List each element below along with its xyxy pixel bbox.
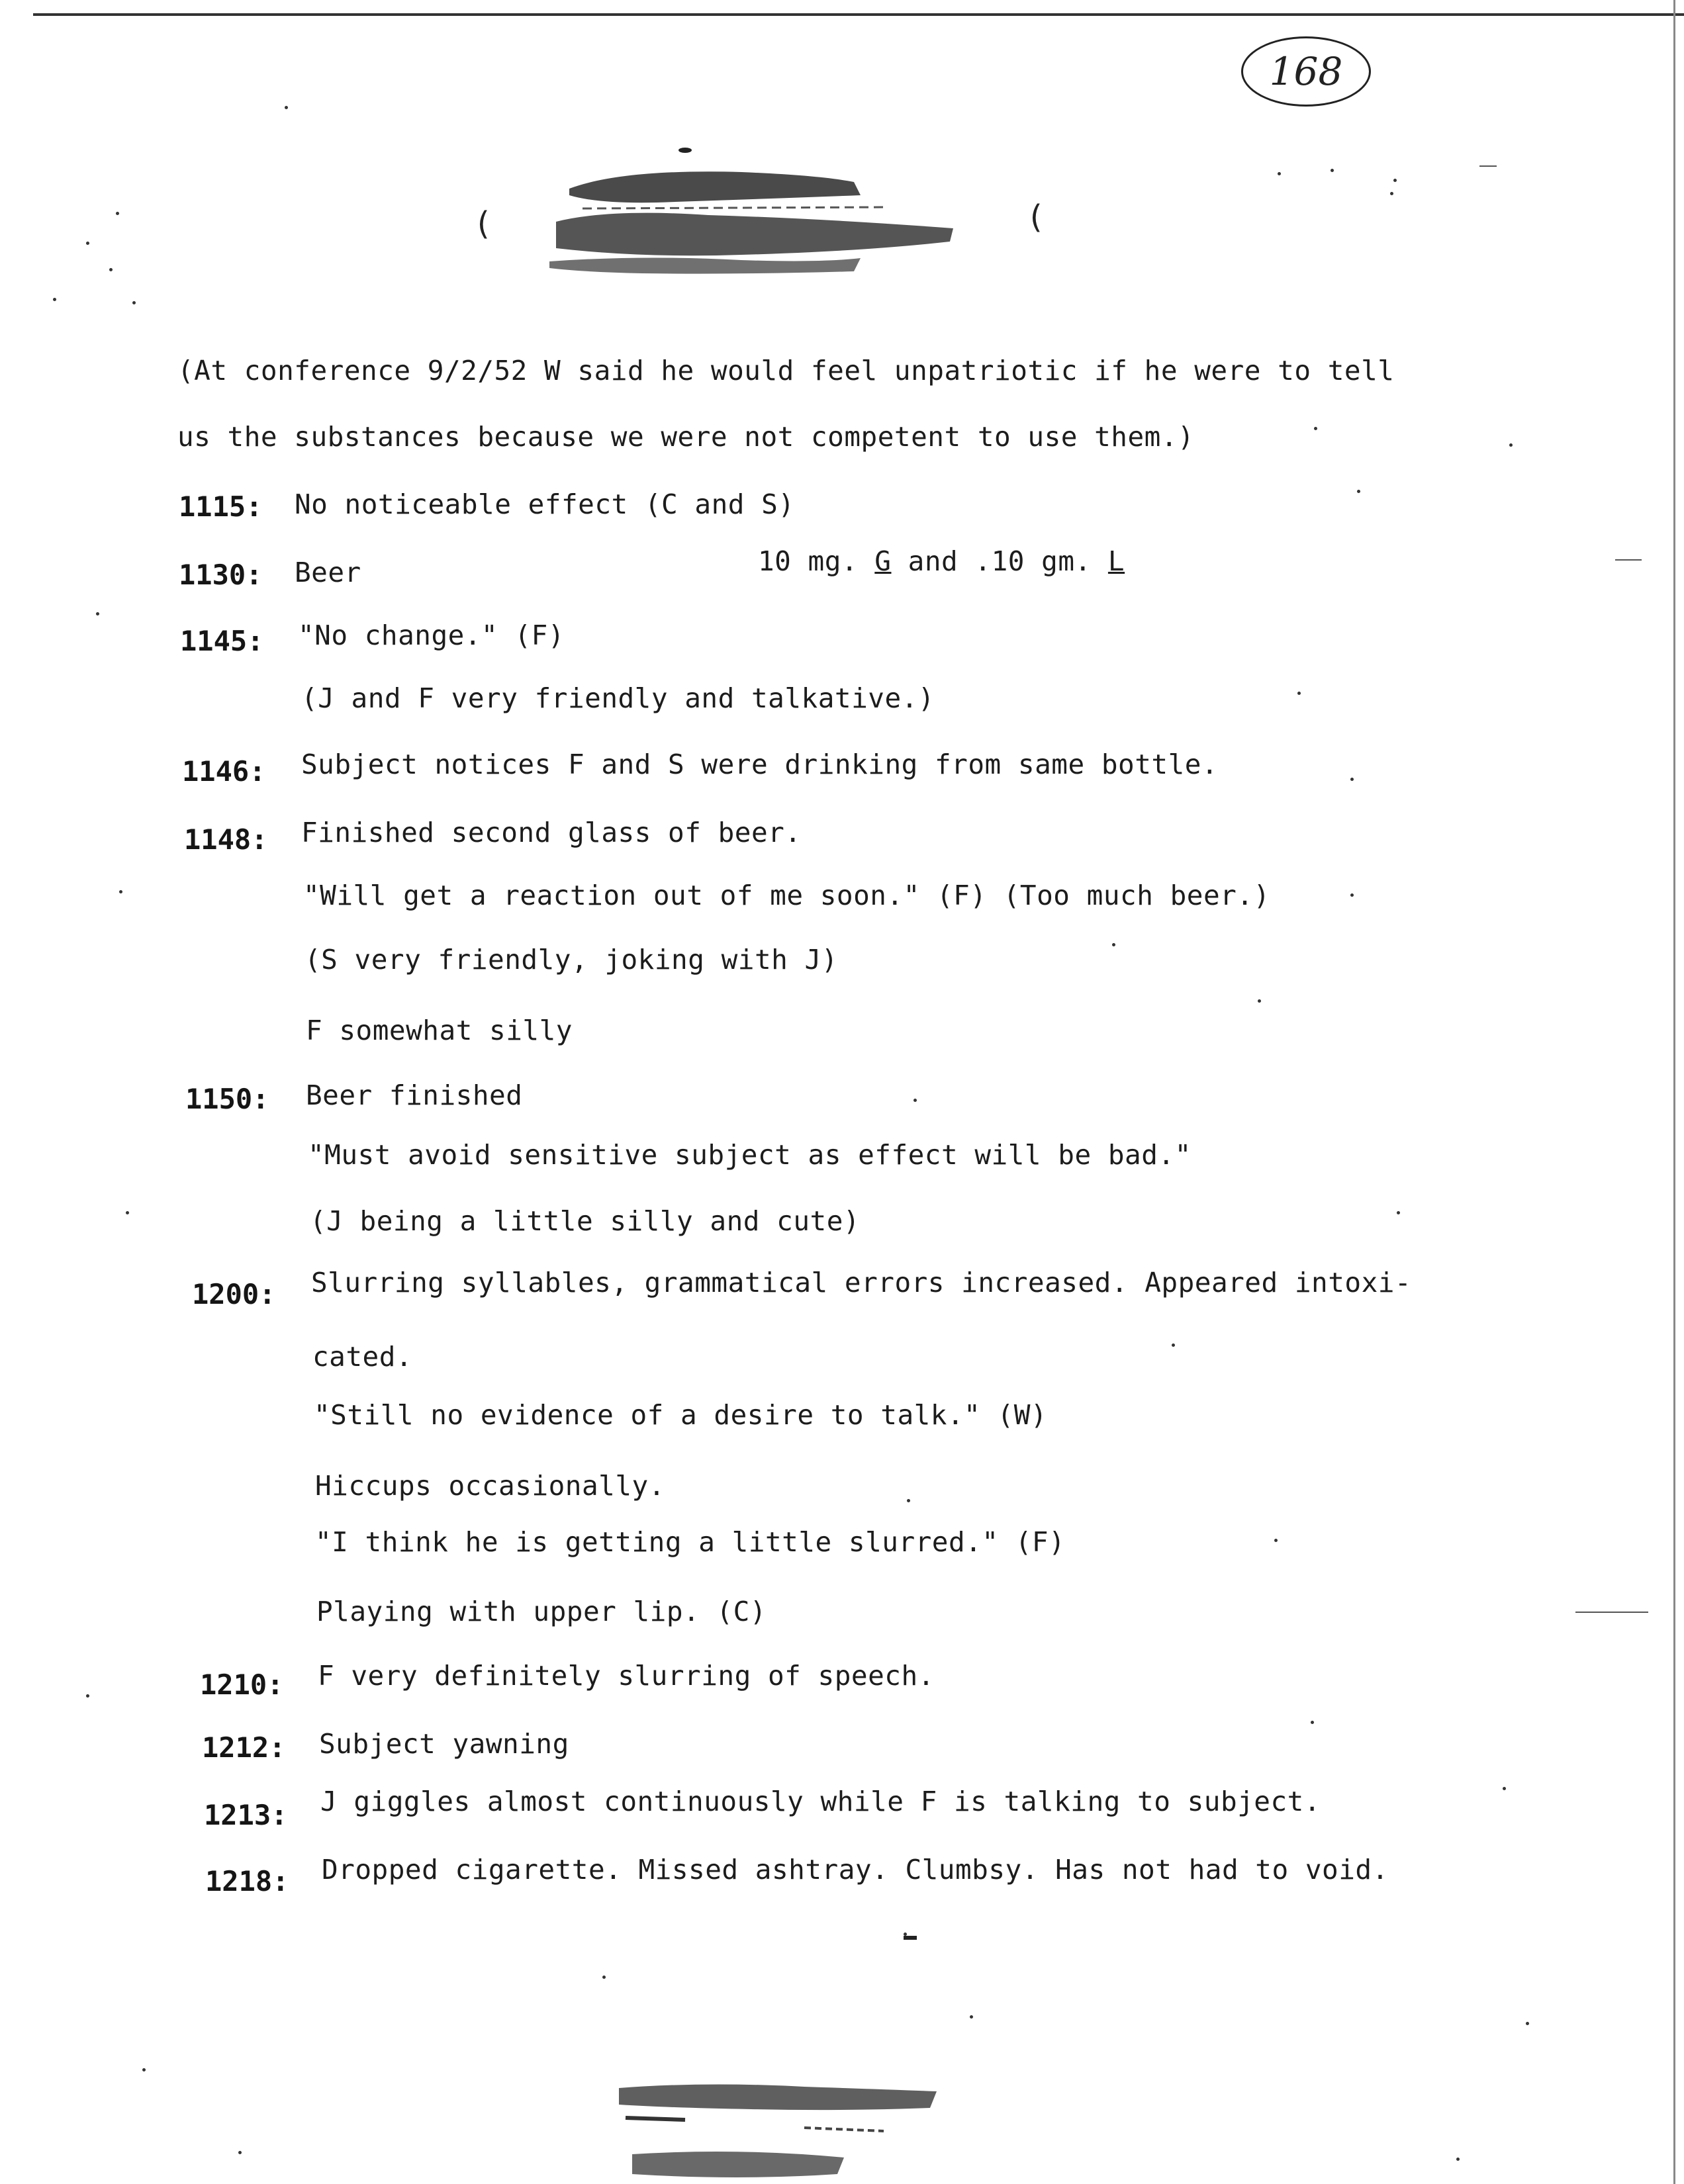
entry-text: Beer — [295, 557, 361, 588]
entry-text: Dropped cigarette. Missed ashtray. Clumbsy. Has not had to void. — [322, 1854, 1389, 1886]
dosage-letter-g: G — [874, 545, 892, 577]
entry-text: cated. — [312, 1341, 413, 1373]
entry-time: 1210: — [200, 1668, 284, 1701]
redaction-mark-top — [543, 142, 966, 275]
entry-text: (S very friendly, joking with J) — [304, 944, 838, 976]
left-paren: ( — [473, 205, 492, 242]
entry-text: J giggles almost continuously while F is talking to subject. — [320, 1786, 1321, 1817]
entry-time: 1146: — [182, 755, 266, 788]
entry-text: Slurring syllables, grammatical errors increased. Appeared intoxi- — [311, 1267, 1412, 1298]
entry-time: 1148: — [184, 823, 268, 856]
top-rule — [33, 13, 1684, 16]
entry-text: Subject notices F and S were drinking from same bottle. — [301, 749, 1219, 780]
dosage-amount-g: 10 mg. — [758, 545, 859, 577]
entry-text: "Still no evidence of a desire to talk." (W) — [314, 1399, 1048, 1431]
dosage-note — [758, 545, 1125, 577]
dosage-letter-l: L — [1107, 545, 1125, 577]
dosage-connector: and — [908, 545, 959, 577]
entry-text: No noticeable effect (C and S) — [295, 488, 795, 520]
entry-text: Finished second glass of beer. — [301, 817, 802, 848]
entry-text: Hiccups occasionally. — [315, 1470, 665, 1502]
entry-time: 1212: — [202, 1731, 286, 1764]
entry-time: 1130: — [179, 559, 263, 591]
entry-text: F very definitely slurring of speech. — [318, 1660, 935, 1692]
redaction-mark-bottom — [606, 2081, 950, 2184]
entry-text: "Will get a reaction out of me soon." (F) (Too much beer.) — [303, 880, 1270, 911]
entry-text: "I think he is getting a little slurred." (F) — [315, 1526, 1066, 1558]
entry-text: Beer finished — [306, 1079, 523, 1111]
entry-time: 1213: — [204, 1799, 288, 1831]
entry-text: "No change." (F) — [298, 619, 565, 651]
entry-time: 1218: — [205, 1865, 289, 1897]
entry-text: F somewhat silly — [306, 1015, 573, 1046]
entry-time: 1200: — [192, 1278, 276, 1310]
intro-line-1: (At conference 9/2/52 W said he would feel unpatriotic if he were to tell — [177, 355, 1395, 387]
entry-text: Subject yawning — [319, 1728, 569, 1760]
entry-text: (J being a little silly and cute) — [310, 1205, 861, 1237]
entry-time: 1145: — [180, 625, 264, 657]
entry-time: 1115: — [179, 490, 263, 523]
right-paren: ( — [1026, 199, 1045, 236]
page-edge — [1673, 0, 1675, 2184]
page-number: 168 — [1241, 36, 1371, 107]
entry-text: Playing with upper lip. (C) — [316, 1596, 767, 1627]
intro-line-2: us the substances because we were not competent to use them.) — [177, 421, 1195, 453]
dosage-amount-l: .10 gm. — [974, 545, 1092, 577]
entry-text: "Must avoid sensitive subject as effect will be bad." — [308, 1139, 1192, 1171]
entry-time: 1150: — [185, 1083, 269, 1115]
entry-text: (J and F very friendly and talkative.) — [301, 682, 935, 714]
